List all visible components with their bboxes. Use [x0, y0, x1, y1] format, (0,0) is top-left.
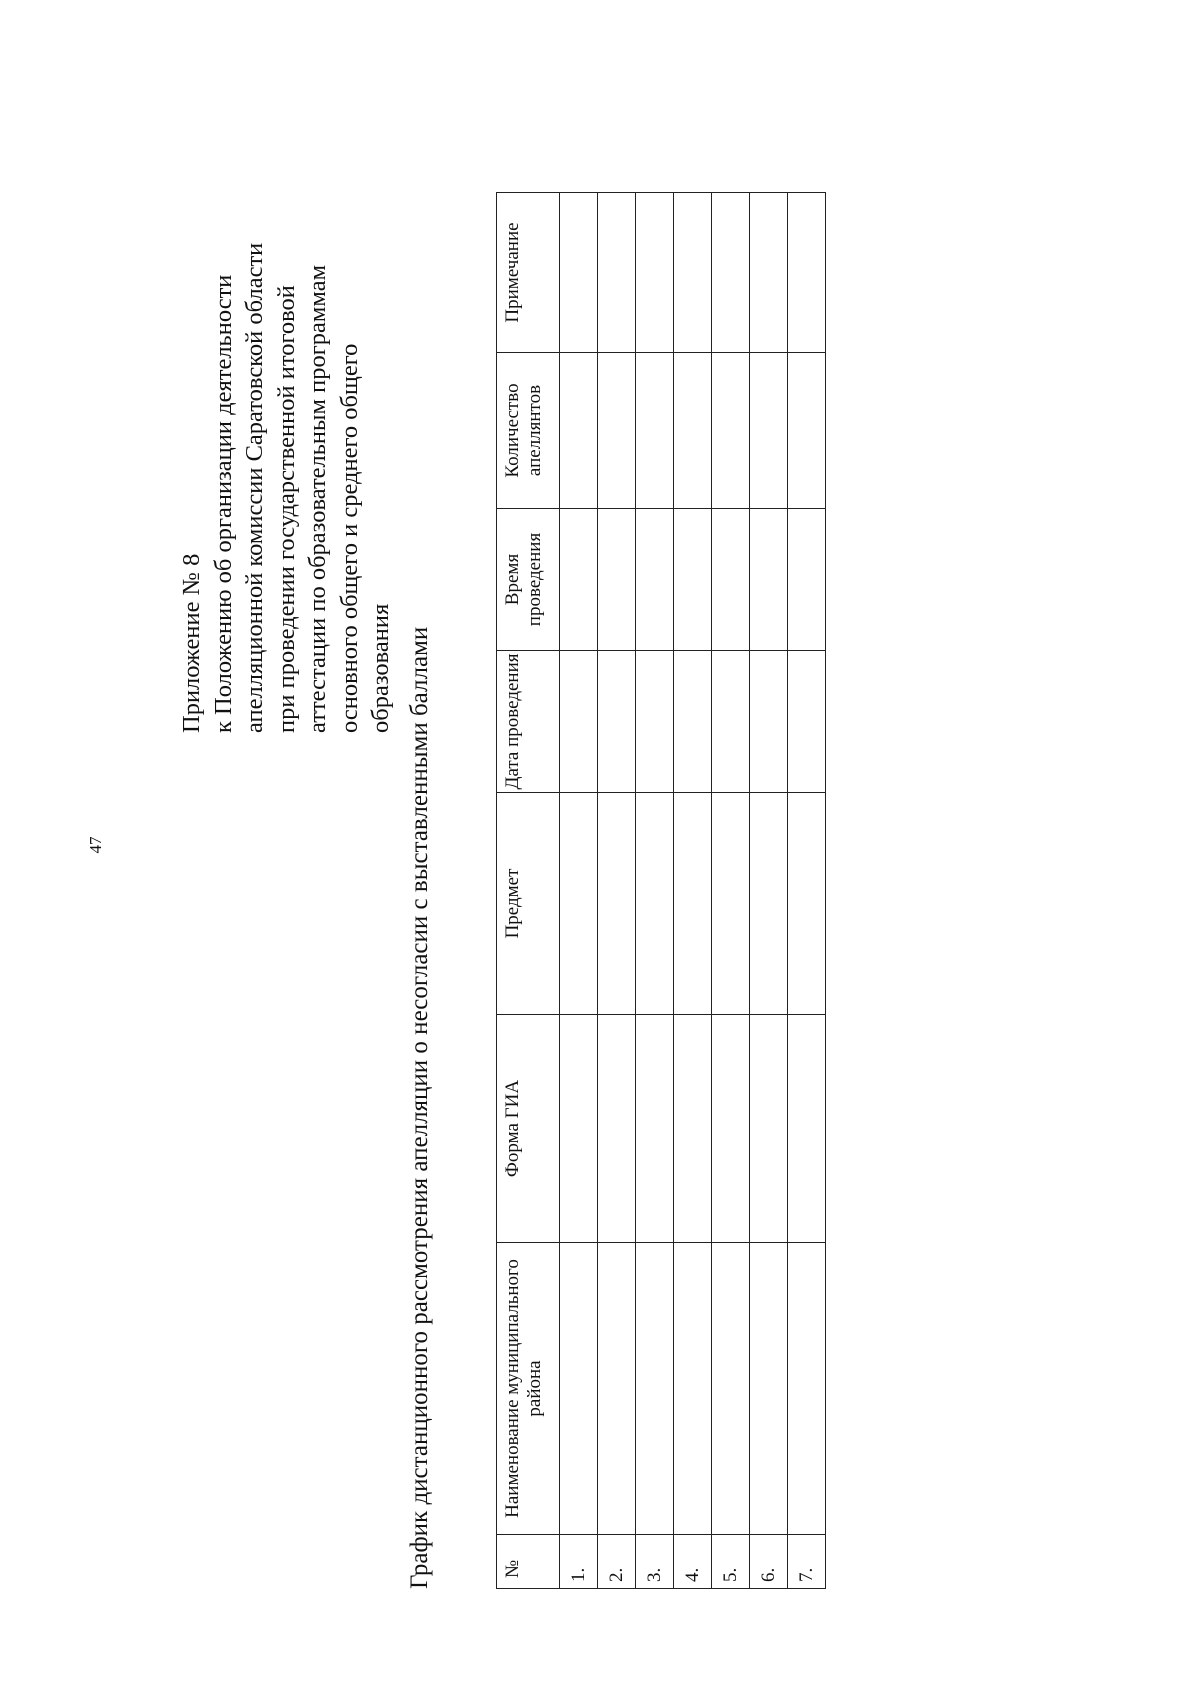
table-cell	[750, 193, 788, 353]
row-number-cell: 6.	[750, 1535, 788, 1589]
appendix-line: образования	[367, 603, 394, 733]
column-header-exam-form: Форма ГИА	[497, 1015, 560, 1243]
table-row	[598, 193, 636, 1589]
table-cell	[636, 793, 674, 1015]
table-cell	[598, 193, 636, 353]
table-row	[712, 193, 750, 1589]
table-cell	[560, 1243, 598, 1535]
table-cell	[636, 193, 674, 353]
table-cell	[712, 651, 750, 793]
table-cell	[674, 353, 712, 509]
table-cell	[560, 793, 598, 1015]
table-cell	[560, 509, 598, 651]
appendix-line: к Положению об организации деятельности	[209, 274, 237, 733]
table-cell	[750, 1015, 788, 1243]
column-header-date: Дата проведения	[497, 651, 560, 793]
table-row	[674, 193, 712, 1589]
table-cell	[750, 353, 788, 509]
table-cell	[636, 1015, 674, 1243]
row-number-cell: 4.	[674, 1535, 712, 1589]
table-cell	[636, 509, 674, 651]
table-cell	[750, 793, 788, 1015]
appendix-header	[176, 213, 397, 733]
table-cell	[598, 1015, 636, 1243]
table-cell	[598, 1243, 636, 1535]
table-cell	[788, 1243, 826, 1535]
table-row	[636, 193, 674, 1589]
table-cell	[788, 793, 826, 1015]
table-cell	[750, 509, 788, 651]
table-cell	[750, 651, 788, 793]
document-title: График дистанционного рассмотрения апелляции о несогласии с выставленными баллами	[406, 626, 433, 1589]
table-cell	[712, 793, 750, 1015]
appendix-line: при проведении государственной итоговой	[272, 285, 300, 733]
table-cell	[788, 193, 826, 353]
table-row	[788, 193, 826, 1589]
appendix-line: Приложение № 8	[178, 553, 205, 733]
row-number-cell: 7.	[788, 1535, 826, 1589]
column-header-time: Время проведения	[497, 509, 560, 651]
table-row	[750, 193, 788, 1589]
table-cell	[674, 793, 712, 1015]
table-cell	[560, 1015, 598, 1243]
column-header-district: Наименование муниципального района	[497, 1243, 560, 1535]
table-cell	[598, 793, 636, 1015]
table-cell	[788, 651, 826, 793]
column-header-number: №	[497, 1535, 560, 1589]
table-cell	[712, 193, 750, 353]
table-cell	[674, 509, 712, 651]
table-body	[560, 193, 826, 1589]
table-cell	[674, 1015, 712, 1243]
table-cell	[712, 1015, 750, 1243]
table-cell	[598, 509, 636, 651]
table-header-row	[497, 193, 560, 1589]
table-cell	[560, 193, 598, 353]
table-cell	[712, 509, 750, 651]
appendix-line: аттестации по образовательным программам	[304, 264, 331, 733]
table-cell	[674, 1243, 712, 1535]
table-cell	[750, 1243, 788, 1535]
page-number: 47	[86, 836, 105, 854]
table-cell	[598, 353, 636, 509]
table-cell	[636, 1243, 674, 1535]
appendix-line: основного общего и среднего общего	[335, 343, 363, 733]
column-header-note: Примечание	[497, 193, 560, 353]
table-row	[560, 193, 598, 1589]
table-cell	[712, 353, 750, 509]
table-cell	[674, 193, 712, 353]
column-header-appellant-count: Количество апеллянтов	[497, 353, 560, 509]
column-header-subject: Предмет	[497, 793, 560, 1015]
table-cell	[788, 353, 826, 509]
table-cell	[636, 651, 674, 793]
table-cell	[560, 651, 598, 793]
table-cell	[788, 1015, 826, 1243]
row-number-cell: 5.	[712, 1535, 750, 1589]
table-cell	[674, 651, 712, 793]
appendix-line: апелляционной комиссии Саратовской области	[241, 242, 268, 733]
table-cell	[712, 1243, 750, 1535]
row-number-cell: 3.	[636, 1535, 674, 1589]
row-number-cell: 1.	[560, 1535, 598, 1589]
table-cell	[788, 509, 826, 651]
appeal-schedule-table	[496, 192, 826, 1589]
table-cell	[636, 353, 674, 509]
table-cell	[560, 353, 598, 509]
table-cell	[598, 651, 636, 793]
row-number-cell: 2.	[598, 1535, 636, 1589]
